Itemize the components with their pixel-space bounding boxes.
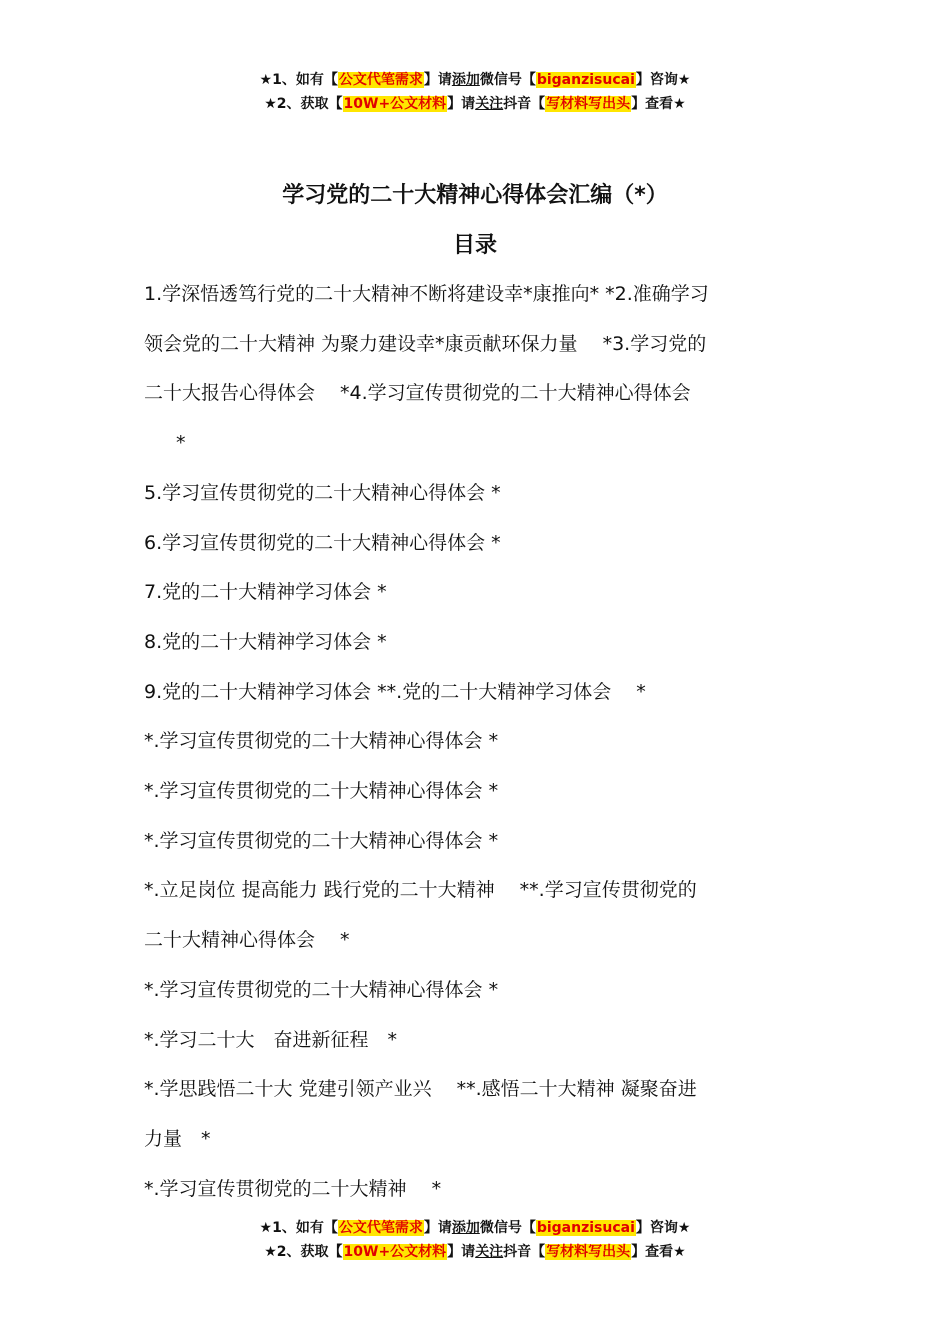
toc-line: 7.党的二十大精神学习体会 * [144, 581, 387, 604]
toc-line: 二十大报告心得体会 *4.学习宣传贯彻党的二十大精神心得体会 [144, 382, 691, 405]
banner-line-1: ★1、如有【公文代笔需求】请添加微信号【biganzisucai】咨询★ [259, 1220, 691, 1236]
toc-line: *.学思践悟二十大 党建引领产业兴 **.感悟二十大精神 凝聚奋进 [144, 1078, 697, 1101]
toc-line: *.学习宣传贯彻党的二十大精神心得体会 * [144, 978, 499, 1001]
table-of-contents [144, 270, 808, 1214]
banner-douyin-id: 写材料写出头 [546, 96, 631, 112]
banner-line-2: ★2、获取【10W+公文材料】请关注抖音【写材料写出头】查看★ [264, 1244, 686, 1260]
toc-line: 5.学习宣传贯彻党的二十大精神心得体会 * [144, 481, 501, 504]
toc-line: 6.学习宣传贯彻党的二十大精神心得体会 * [144, 531, 501, 554]
banner-highlight: 公文代笔需求 [338, 1220, 423, 1236]
toc-line: *.学习宣传贯彻党的二十大精神心得体会 * [144, 730, 499, 753]
toc-line: *.学习二十大 奋进新征程 * [144, 1028, 398, 1051]
banner-highlight: 10W+公文材料 [343, 96, 447, 112]
toc-line: * [176, 432, 186, 455]
toc-line: 二十大精神心得体会 * [144, 929, 350, 952]
toc-line: 9.党的二十大精神学习体会 **.党的二十大精神学习体会 * [144, 680, 646, 703]
toc-line: *.学习宣传贯彻党的二十大精神心得体会 * [144, 829, 499, 852]
toc-line: *.学习宣传贯彻党的二十大精神 * [144, 1177, 442, 1200]
toc-line: *.立足岗位 提高能力 践行党的二十大精神 **.学习宣传贯彻党的 [144, 879, 697, 902]
banner-line-2: ★2、获取【10W+公文材料】请关注抖音【写材料写出头】查看★ [264, 96, 686, 112]
banner-wechat-id: biganzisucai [536, 72, 635, 88]
toc-line: 领会党的二十大精神 为聚力建设幸*康贡献环保力量 *3.学习党的 [144, 332, 707, 355]
footer-banner [0, 1216, 950, 1264]
banner-wechat-id: biganzisucai [536, 1220, 635, 1236]
banner-douyin-id: 写材料写出头 [546, 1244, 631, 1260]
toc-line: 力量 * [144, 1127, 211, 1150]
document-title: 学习党的二十大精神心得体会汇编（*） [282, 183, 668, 208]
toc-line: 8.党的二十大精神学习体会 * [144, 630, 387, 653]
banner-line-1: ★1、如有【公文代笔需求】请添加微信号【biganzisucai】咨询★ [259, 72, 691, 88]
toc-heading: 目录 [452, 233, 497, 258]
banner-highlight: 10W+公文材料 [343, 1244, 447, 1260]
toc-line: *.学习宣传贯彻党的二十大精神心得体会 * [144, 780, 499, 803]
toc-line: 1.学深悟透笃行党的二十大精神不断将建设幸*康推向* *2.准确学习 [144, 283, 709, 305]
banner-highlight: 公文代笔需求 [338, 72, 423, 88]
header-banner [0, 68, 950, 116]
